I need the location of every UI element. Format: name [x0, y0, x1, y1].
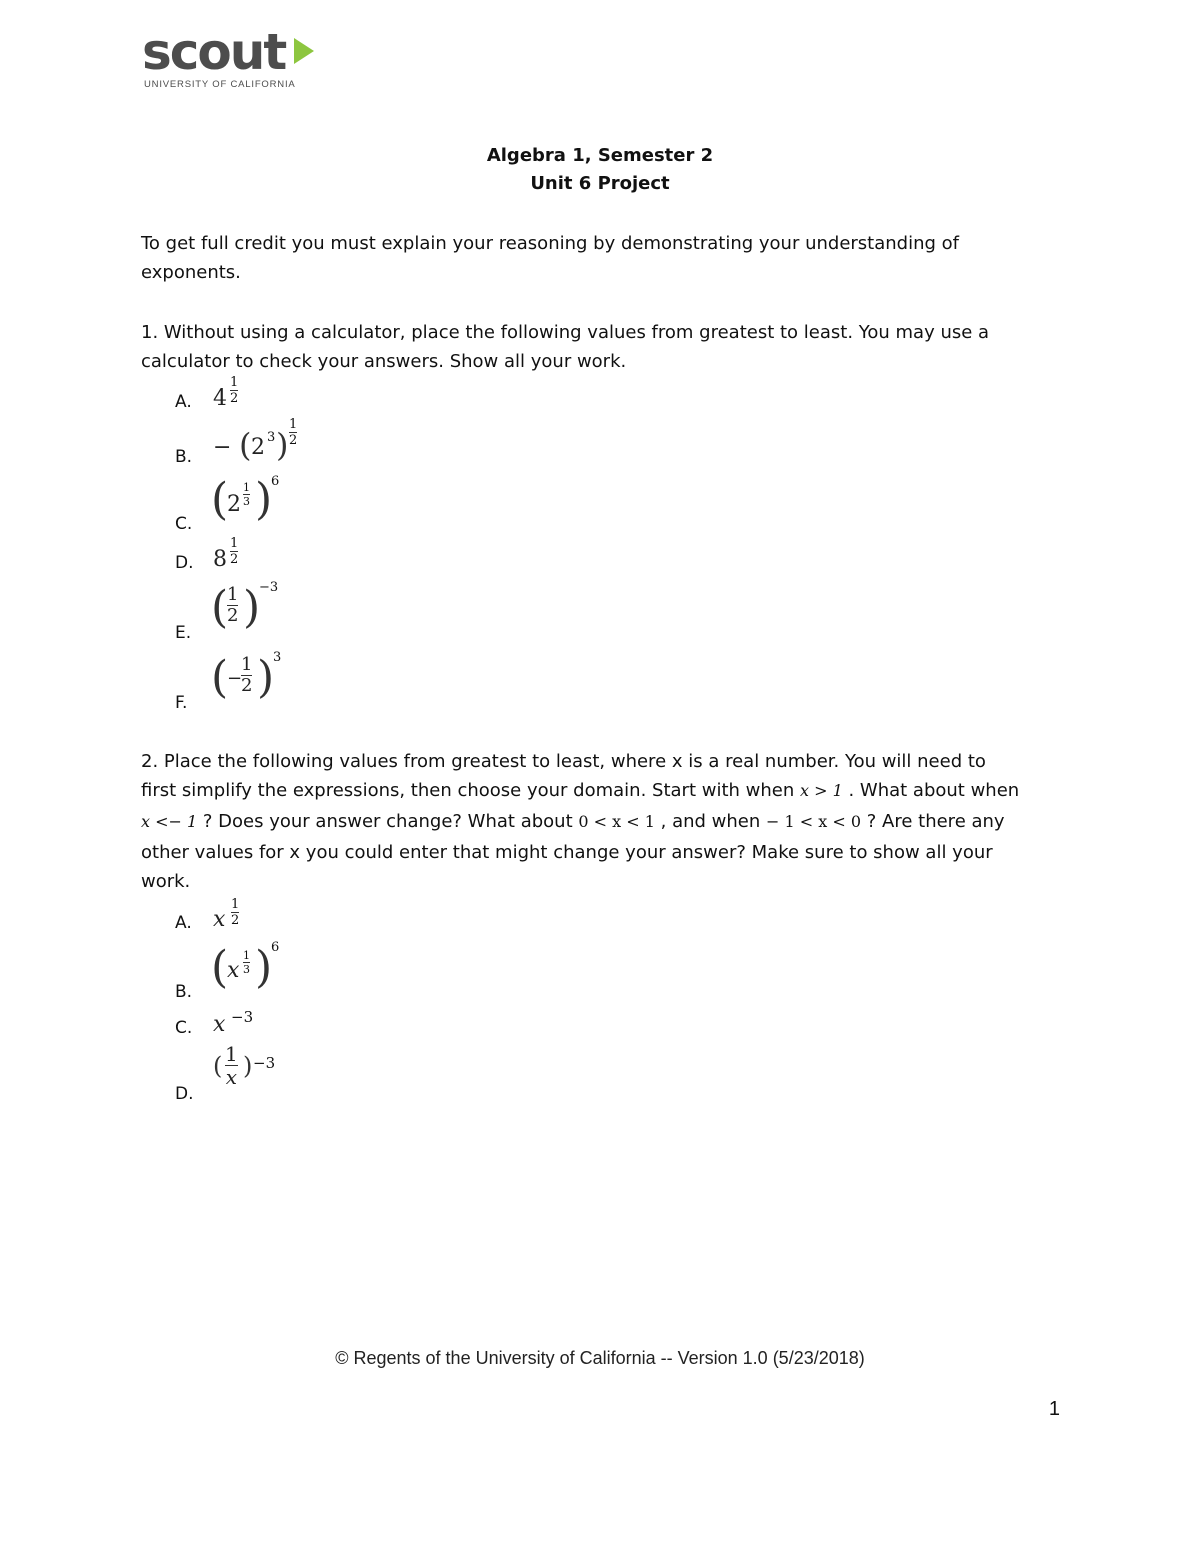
- fraction: [227, 586, 238, 625]
- outer-exponent: 6: [271, 940, 280, 955]
- math-base: x: [213, 907, 226, 932]
- right-paren: ): [257, 652, 275, 703]
- frac-num: 1: [231, 897, 240, 912]
- document-subtitle: Unit 6 Project: [530, 173, 670, 194]
- inline-math: 0 < x < 1: [578, 812, 655, 831]
- right-paren: ): [243, 1052, 253, 1080]
- left-paren: (: [211, 582, 229, 633]
- fraction: [225, 1044, 238, 1087]
- intro-paragraph: [141, 229, 1071, 287]
- logo-subtitle: UNIVERSITY OF CALIFORNIA: [144, 79, 296, 90]
- inner-exponent: 3: [267, 430, 276, 445]
- frac-num: 1: [230, 375, 239, 390]
- option-letter: A.: [175, 913, 192, 933]
- logo-wordmark: scout: [142, 23, 286, 81]
- exponent-fraction: [243, 950, 250, 975]
- option-letter: F.: [175, 693, 188, 713]
- q2-text: first simplify the expressions, then choose your domain. Start with when: [141, 780, 800, 801]
- frac-den: 3: [243, 963, 250, 976]
- q2-line-4: other values for x you could enter that might change your answer? Make sure to show all your: [141, 842, 993, 863]
- frac-num: 1: [289, 417, 298, 432]
- frac-den: 2: [230, 391, 239, 406]
- question-1-prompt: [141, 318, 1071, 376]
- option-letter: E.: [175, 623, 192, 643]
- logo-triangle-icon: [294, 38, 314, 64]
- right-paren: ): [255, 474, 273, 525]
- frac-den: 2: [231, 913, 240, 928]
- left-paren: (: [239, 426, 252, 464]
- inline-math: x > 1: [799, 781, 843, 800]
- q2-line-5: work.: [141, 871, 191, 892]
- frac-num: 1: [243, 949, 250, 962]
- frac-den: 2: [227, 605, 239, 626]
- frac-den: x: [225, 1065, 237, 1089]
- intro-line-1: To get full credit you must explain your reasoning by demonstrating your understanding of: [141, 233, 960, 254]
- math-base: 8: [213, 547, 227, 572]
- right-paren: ): [255, 942, 273, 993]
- copyright-footer: © Regents of the University of California -- Version 1.0 (5/23/2018): [335, 1348, 865, 1368]
- q1-line-2: calculator to check your answers. Show all your work.: [141, 351, 627, 372]
- math-base: 2: [251, 435, 265, 460]
- exponent-fraction: [230, 537, 238, 566]
- q2-line-3: [141, 807, 1071, 836]
- q2-text: , and when: [654, 811, 766, 832]
- frac-num: 1: [230, 536, 239, 551]
- document-title: Algebra 1, Semester 2: [486, 145, 714, 166]
- option-letter: C.: [175, 1018, 193, 1038]
- frac-num: 1: [241, 654, 253, 675]
- math-minus: −: [227, 668, 243, 689]
- math-base: x: [227, 958, 240, 983]
- frac-den: 2: [230, 552, 239, 567]
- option-letter: B.: [175, 982, 193, 1002]
- exponent-fraction: [231, 898, 239, 927]
- option-letter: B.: [175, 447, 193, 467]
- frac-den: 2: [241, 675, 253, 696]
- q2-text: . What about when: [842, 780, 1020, 801]
- frac-num: 1: [243, 481, 250, 494]
- outer-exponent: 6: [271, 474, 280, 489]
- inline-math: x <− 1: [141, 812, 198, 831]
- intro-line-2: exponents.: [141, 262, 241, 283]
- left-paren: (: [211, 474, 229, 525]
- option-letter: D.: [175, 553, 194, 573]
- frac-num: 1: [227, 584, 239, 605]
- frac-den: 2: [289, 433, 298, 448]
- option-letter: A.: [175, 392, 192, 412]
- left-paren: (: [211, 942, 229, 993]
- q2-text: ? Does your answer change? What about: [197, 811, 579, 832]
- frac-num: 1: [225, 1042, 238, 1066]
- frac-den: 3: [243, 495, 250, 508]
- fraction: [241, 656, 252, 695]
- page-number: 1: [1048, 1398, 1060, 1420]
- exponent: −3: [231, 1008, 254, 1026]
- outer-exponent: −3: [253, 1054, 276, 1072]
- math-minus: −: [213, 435, 232, 460]
- exponent-fraction: [289, 418, 297, 447]
- q2-text: ? Are there any: [861, 811, 1005, 832]
- exponent-fraction: [230, 376, 238, 405]
- left-paren: (: [213, 1052, 223, 1080]
- q2-line-1: 2. Place the following values from greatest to least, where x is a real number. You will need to: [141, 751, 986, 772]
- option-letter: D.: [175, 1084, 194, 1104]
- left-paren: (: [211, 652, 229, 703]
- outer-exponent: −3: [259, 580, 279, 595]
- math-base: 2: [227, 492, 241, 517]
- outer-exponent: 3: [273, 650, 282, 665]
- right-paren: ): [243, 582, 261, 633]
- math-base: x: [213, 1012, 226, 1037]
- option-letter: C.: [175, 514, 193, 534]
- q2-line-2: [141, 776, 1071, 805]
- exponent-fraction: [243, 482, 250, 507]
- math-base: 4: [213, 386, 227, 411]
- right-paren: ): [276, 426, 289, 464]
- inline-math: − 1 < x < 0: [766, 812, 862, 831]
- question-2-prompt: [141, 747, 1071, 896]
- q1-line-1: 1. Without using a calculator, place the following values from greatest to least. You may use a: [141, 322, 990, 343]
- scout-logo: [142, 23, 322, 94]
